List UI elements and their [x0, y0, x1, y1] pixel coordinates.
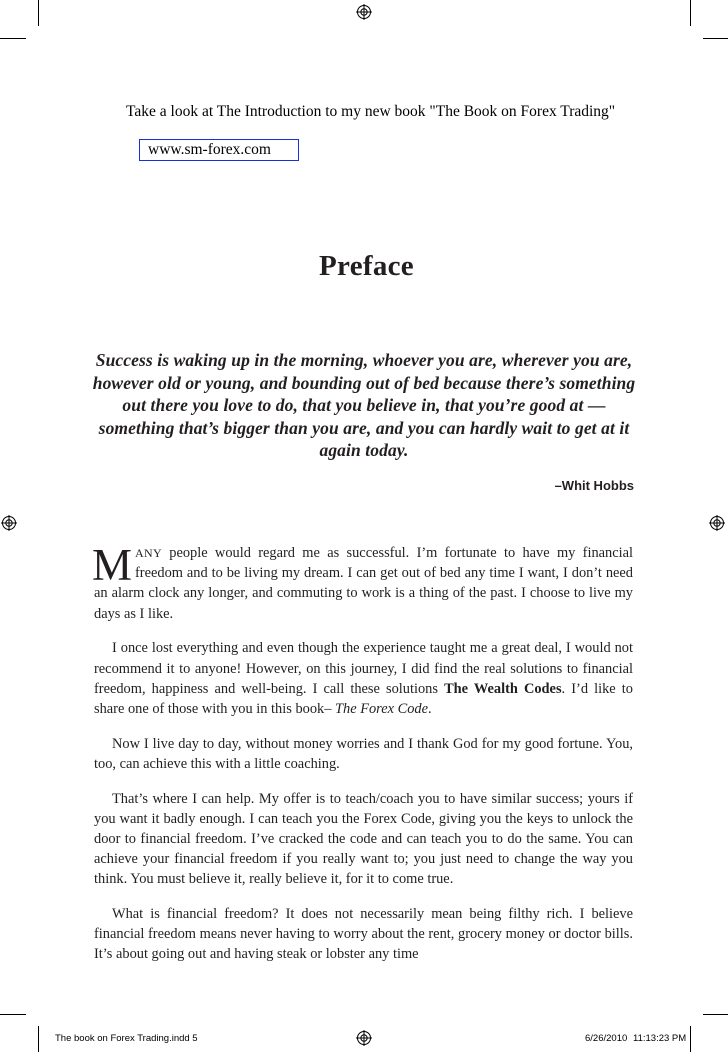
crop-mark-top-left-vertical: [38, 0, 39, 26]
epigraph-quote: Success is waking up in the morning, whoever you are, wherever you are, however old or young, and bounding out of bed because there’s something out there you love to do, that you believe in, that you’re good at — something that’s bigger than you are, and you can hardly wait to get at it again today.: [92, 350, 636, 460]
paragraph-text: . I’d like to share one of those with you in this book–: [94, 680, 633, 717]
crop-mark-top-right-horizontal: [703, 38, 728, 39]
website-link[interactable]: www.sm-forex.com: [139, 139, 299, 161]
footer-filename: The book on Forex Trading.indd 5: [55, 1033, 198, 1044]
body-text: [92, 540, 633, 979]
paragraph: That’s where I can help. My offer is to teach/coach you to have similar success; yours if you want it badly enough. I can teach you the Forex Code, giving you the keys to unlock the door to financial freedom. I’ve cracked the code and can teach you to do the same. You can achieve your financial freedom if you really want to; you just need to change the way you think. You must believe it, really believe it, for it to come true.: [94, 790, 633, 888]
footer-time: 11:13:23 PM: [633, 1033, 687, 1044]
paragraph: [92, 540, 633, 624]
paragraph-text: I once lost everything and even though the experience taught me a great deal, I would not recommend it to anyone! However, on this journey, I did find the real solutions to financial freedom, happiness and well-being. I call these solutions: [94, 640, 633, 697]
crop-mark-bottom-left-horizontal: [0, 1014, 26, 1015]
paragraph-text: .: [428, 700, 432, 717]
paragraph: [94, 638, 633, 719]
page-title: Preface: [319, 250, 414, 282]
paragraph: Now I live day to day, without money worries and I thank God for my good fortune. You, too, can achieve this with a little coaching.: [94, 735, 633, 772]
paragraph: What is financial freedom? It does not necessarily mean being filthy rich. I believe financial freedom means never having to worry about the rent, grocery money or doctor bills. It’s about going out and having steak or lobster any time: [94, 906, 633, 963]
epigraph-author: –Whit Hobbs: [554, 478, 634, 493]
crop-mark-bottom-right-vertical: [690, 1026, 691, 1052]
crop-mark-bottom-left-vertical: [38, 1026, 39, 1052]
crop-mark-top-right-vertical: [690, 0, 691, 26]
paragraph-text: people would regard me as successful. I’m fortunate to have my financial freedom and to be living my dream. I can get out of bed any time I want, I don’t need an alarm clock any longer, and commuting to work is a thing of the past. I choose to live my days as I like.: [94, 545, 633, 622]
registration-mark-icon: [356, 1030, 372, 1046]
registration-mark-icon: [356, 4, 372, 20]
drop-cap: M: [92, 540, 133, 590]
crop-mark-top-left-horizontal: [0, 38, 26, 39]
small-caps-lead: ANY: [135, 546, 162, 560]
italic-title: The Forex Code: [335, 700, 428, 717]
footer-date: 6/26/2010: [585, 1033, 628, 1044]
crop-mark-bottom-right-horizontal: [703, 1014, 728, 1015]
registration-mark-icon: [709, 515, 725, 531]
registration-mark-icon: [1, 515, 17, 531]
promo-line: Take a look at The Introduction to my new book "The Book on Forex Trading": [126, 103, 616, 120]
bold-term: The Wealth Codes: [444, 680, 562, 697]
